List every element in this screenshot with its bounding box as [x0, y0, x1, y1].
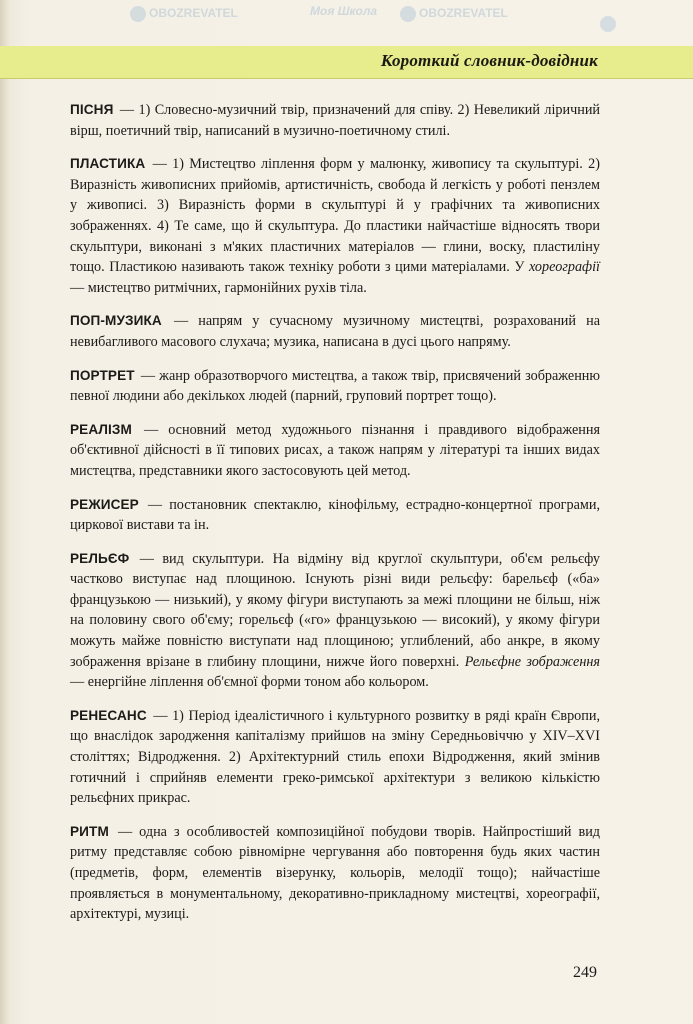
watermark-row [600, 16, 619, 32]
entry-definition: — постановник спектаклю, кінофільму, естрадно-концертної програми, циркової вистави та ін. [70, 496, 600, 534]
entry-term: ПІСНЯ [70, 102, 114, 117]
page-binding-edge [0, 0, 10, 1024]
entry-definition: — 1) Період ідеалістичного і культурного розвитку в ряді країн Європи, що внаслідок зародження капіталізму прийшов на зміну Середньовіччю у XIV–XVI століттях; Відродження. 2) Архітектурний стиль епохи Відродження, який змінив готичний і сприйняв елементи греко-римської архітектури з великою кількістю рельєфних прикрас. [70, 707, 600, 807]
entry-term: ПЛАСТИКА [70, 156, 146, 172]
entry-term: ПОП-МУЗИКА [70, 313, 162, 329]
watermark-text: OBOZREVATEL [419, 6, 508, 21]
glossary-entry [70, 366, 600, 407]
glossary-entry [70, 311, 600, 352]
watermark-logo-icon [600, 16, 616, 32]
entry-term: РЕАЛІЗМ [70, 421, 132, 437]
glossary-entry [70, 495, 600, 536]
entry-term: ПОРТРЕТ [70, 367, 135, 383]
entry-definition: — 1) Мистецтво ліплення форм у малюнку, живопису та скульптурі. 2) Виразність живописних прийомів, артистичність, свобода й легкість у роботі пензлем у живописі. 3) Виразність форми в скульптурі й у графічних та живописних зображеннях. 4) Те саме, що й скульптура. До пластики найчастіше відносять твори скульптури, виконані з м'яких пластичних матеріалов — глини, воску, пластиліну тощо. Пластикою називають також техніку роботи з цими матеріалами. У [70, 156, 600, 276]
watermark-row [130, 6, 238, 22]
entry-definition: — основний метод художнього пізнання і правдивого відображення об'єктивної дійсності в її типових рисах, а також напрям у літературі та інших видах мистецтва, представники якого застосовують цей метод. [70, 421, 600, 479]
entry-definition-tail: — мистецтво ритмічних, гармонійних рухів тіла. [70, 279, 367, 296]
watermark-logo-icon [130, 6, 146, 22]
entry-term: РИТМ [70, 823, 109, 839]
watermark-logo-icon [400, 6, 416, 22]
glossary-entry [70, 154, 600, 298]
page-number: 249 [573, 964, 597, 981]
entry-italic-term: Рельєфне зображення [464, 653, 600, 670]
entry-term: РЕЛЬЄФ [70, 550, 130, 566]
entry-definition: — напрям у сучасному музичному мистецтві, розрахований на невибагливого масового слухача; музика, написана в дусі цього напряму. [70, 313, 601, 350]
glossary-entry [70, 420, 600, 482]
entry-definition: — вид скульптури. На відміну від круглої скульптури, об'єм рельєфу частково виступає над площиною. Існують різні види рельєфу: барельєф («ба» французькою — низький), у якому фігури виступають за межі площини не більш, ніж на половину свого об'єму; горельєф («го» французькою — високий), у якому фігури можуть майже повністю виступати над площиною; углиблений, або анкре, в якому зображення врізане в глибину площини, нижче його поверхні. [70, 550, 600, 670]
watermark-row [310, 4, 377, 18]
watermark-text: Моя Школа [310, 4, 378, 18]
section-title: Короткий словник-довідник [380, 51, 598, 70]
watermark-row [400, 6, 508, 22]
entry-term: РЕНЕСАНС [70, 707, 147, 723]
entry-definition: — жанр образотворчого мистецтва, а також твір, присвячений зображенню певної людини або декількох людей (парний, груповий портрет тощо). [70, 367, 601, 405]
glossary-entry [70, 100, 600, 141]
glossary-entry [70, 549, 600, 693]
entry-italic-term: хореографії [528, 259, 600, 276]
entry-definition-tail: — енергійне ліплення об'ємної форми тоном або кольором. [70, 674, 429, 691]
glossary-entries [70, 100, 600, 938]
entry-definition: — 1) Словесно-музичний твір, призначений для співу. 2) Невеликий ліричний вірш, поетичний твір, написаний в музично-поетичному стилі. [70, 102, 601, 139]
entry-definition: — одна з особливостей композиційної побудови творів. Найпростіший вид ритму представляє собою рівномірне чергування або повторення будь яких частин (предметів, форм, елементів візерунку, кольорів, мелодії тощо); найчастіше проявляється в монументальному, декоративно-прикладному мистецтві, хореографії, архітектурі, музиці. [70, 823, 601, 923]
glossary-entry [70, 706, 600, 809]
entry-term: РЕЖИСЕР [70, 496, 139, 512]
glossary-entry [70, 822, 600, 925]
watermark-text: OBOZREVATEL [149, 6, 238, 21]
